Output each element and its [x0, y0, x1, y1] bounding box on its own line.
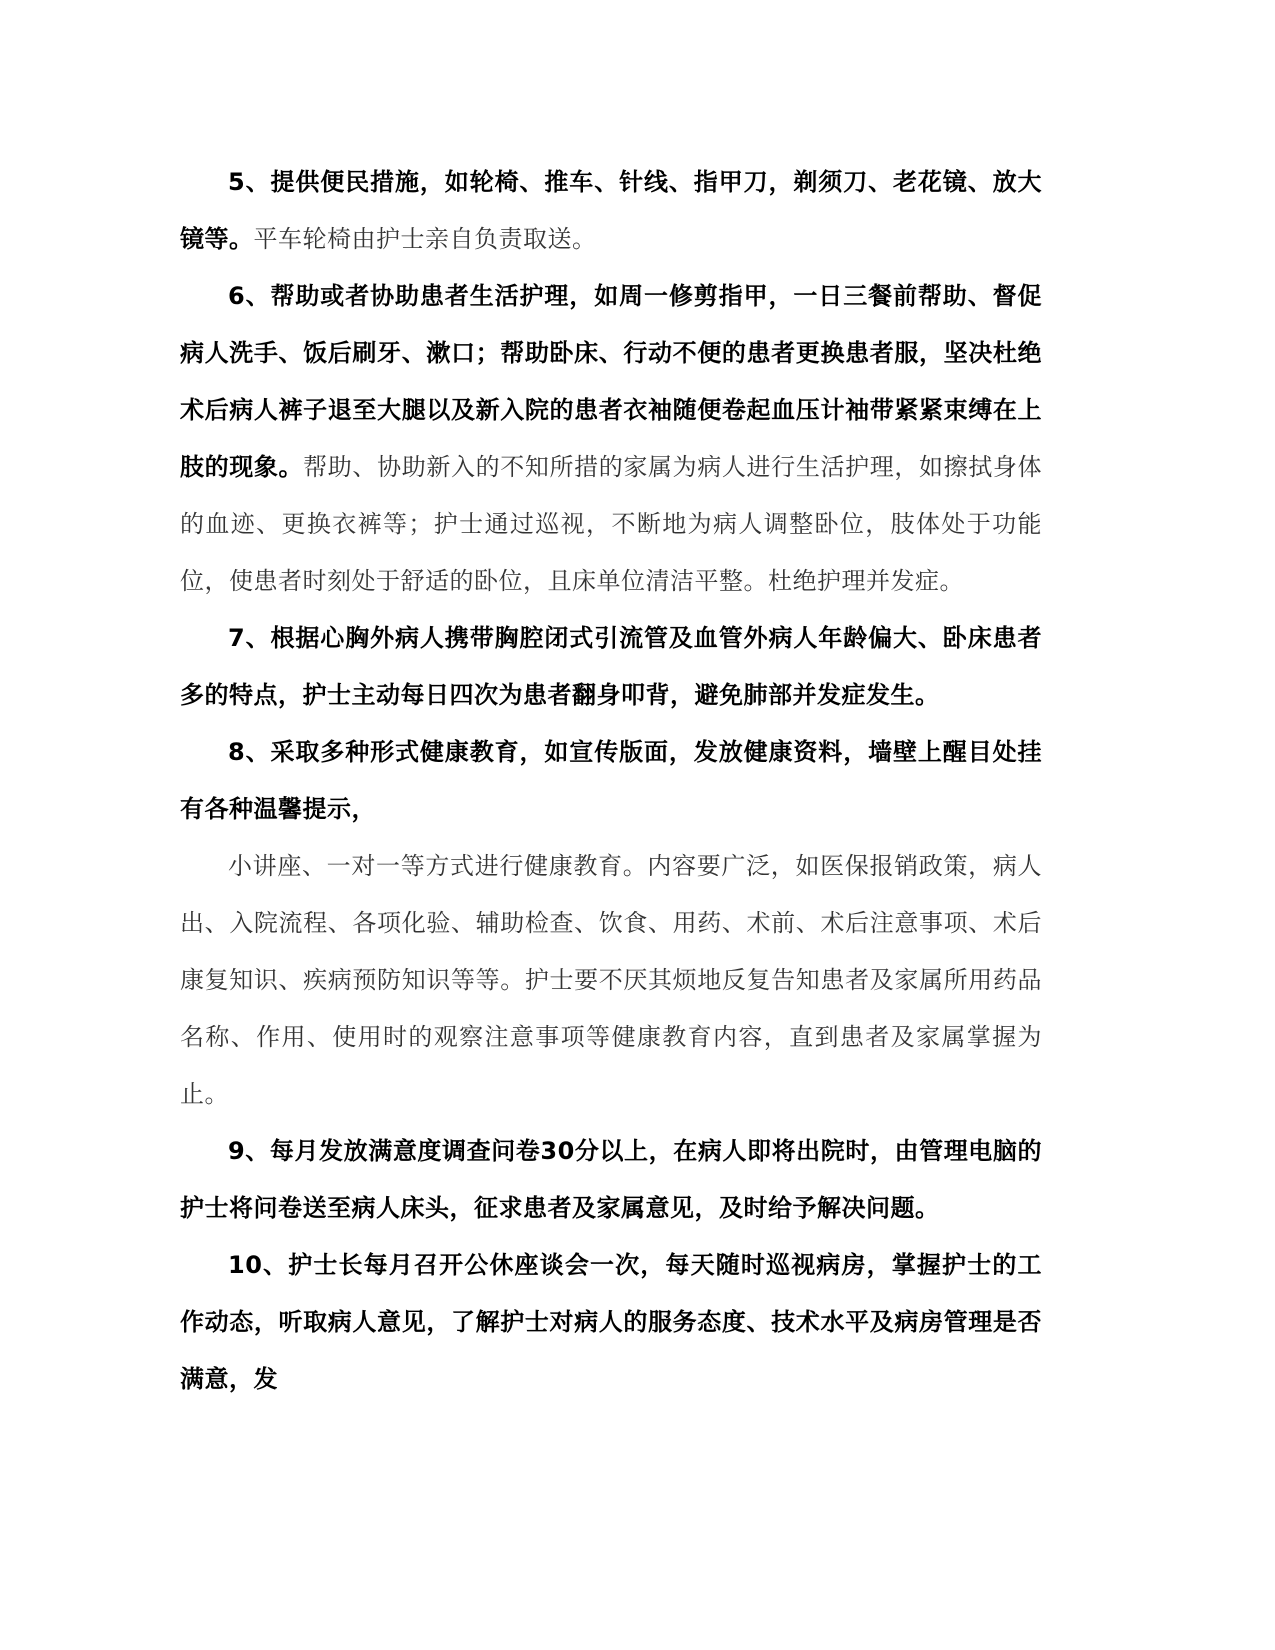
paragraph-6 [180, 268, 1042, 610]
paragraph-9 [180, 1123, 1042, 1237]
paragraph-7 [180, 610, 1042, 724]
paragraph-normal-text: 小讲座、一对一等方式进行健康教育。内容要广泛，如医保报销政策，病人出、入院流程、各项化验、辅助检查、饮食、用药、术前、术后注意事项、术后康复知识、疾病预防知识等等。护士要不厌其烦地反复告知患者及家属所用药品名称、作用、使用时的观察注意事项等健康教育内容，直到患者及家属掌握为止。 [180, 852, 1042, 1108]
paragraph-bold-text: 9、每月发放满意度调查问卷30分以上，在病人即将出院时，由管理电脑的护士将问卷送至病人床头，征求患者及家属意见，及时给予解决问题。 [180, 1137, 1042, 1222]
paragraph-bold-text: 5、提供便民措施，如轮椅、推车、针线、指甲刀，剃须刀、老花镜、放大镜等。 [180, 168, 1042, 253]
paragraph-bold-text: 6、帮助或者协助患者生活护理，如周一修剪指甲，一日三餐前帮助、督促病人洗手、饭后刷牙、漱口；帮助卧床、行动不便的患者更换患者服，坚决杜绝术后病人裤子退至大腿以及新入院的患者衣袖随便卷起血压计袖带紧紧束缚在上肢的现象。 [180, 282, 1042, 481]
paragraph-normal-text: 帮助、协助新入的不知所措的家属为病人进行生活护理，如擦拭身体的血迹、更换衣裤等；护士通过巡视，不断地为病人调整卧位，肢体处于功能位，使患者时刻处于舒适的卧位，且床单位清洁平整。杜绝护理并发症。 [180, 453, 1043, 595]
document-page [180, 154, 1042, 1408]
paragraph-bold-text: 10、护士长每月召开公休座谈会一次，每天随时巡视病房，掌握护士的工作动态，听取病人意见，了解护士对病人的服务态度、技术水平及病房管理是否满意，发 [180, 1251, 1042, 1393]
paragraph-normal-text: 平车轮椅由护士亲自负责取送。 [253, 225, 597, 253]
paragraph-bold-text: 7、根据心胸外病人携带胸腔闭式引流管及血管外病人年龄偏大、卧床患者多的特点，护士主动每日四次为患者翻身叩背，避免肺部并发症发生。 [180, 624, 1042, 709]
paragraph-bold-text: 8、采取多种形式健康教育，如宣传版面，发放健康资料，墙壁上醒目处挂有各种温馨提示， [180, 738, 1042, 823]
paragraph-10 [180, 1237, 1042, 1408]
paragraph-8 [180, 724, 1042, 838]
paragraph-5 [180, 154, 1042, 268]
paragraph-8-continued [180, 838, 1042, 1123]
